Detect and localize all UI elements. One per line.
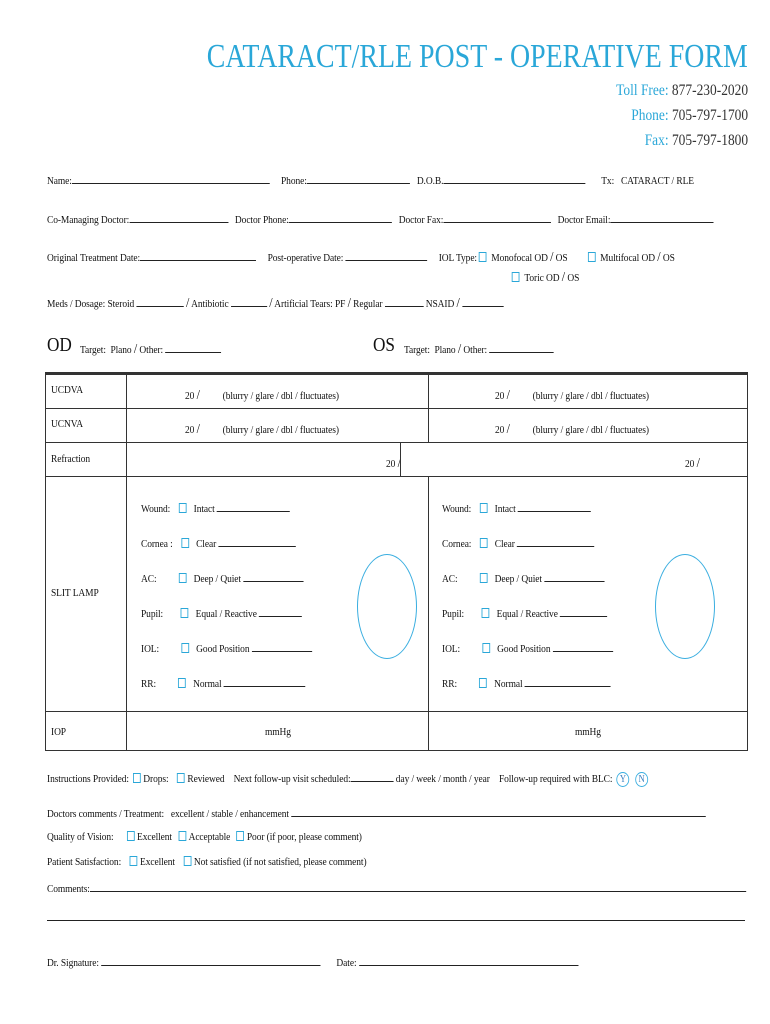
slit-lamp-od-cell: Wound: Intact Cornea : Clear AC: Deep / Quiet Pupil: Equal / Reactive IOL: Good Position RR: Normal — [126, 476, 429, 712]
nsaid-field[interactable] — [462, 296, 503, 307]
doctor-email-field[interactable] — [610, 212, 713, 223]
patient-row-2: Co-Managing Doctor: Doctor Phone: Doctor Fax: Doctor Email: — [47, 212, 714, 226]
ucdva-os-cell[interactable]: 20 / (blurry / glare / dbl / fluctuates) — [428, 374, 748, 409]
os-eye-diagram[interactable] — [655, 554, 715, 659]
od-other-field[interactable] — [165, 342, 221, 353]
satisfaction-not-checkbox[interactable] — [184, 856, 192, 866]
patient-row-3: Original Treatment Date: Post-operative Date: IOL Type: Monofocal OD / OS Multifocal OD / OS — [47, 250, 675, 265]
phone-field[interactable] — [307, 173, 410, 184]
od-pupil-checkbox[interactable] — [181, 608, 189, 618]
os-other-field[interactable] — [489, 342, 553, 353]
quality-excellent-checkbox[interactable] — [127, 831, 135, 841]
os-target: Target: Plano / Other: — [404, 342, 554, 358]
refraction-od-cell[interactable]: 20 / — [126, 442, 401, 477]
od-eye-diagram[interactable] — [357, 554, 417, 659]
os-iol-checkbox[interactable] — [482, 643, 490, 653]
comments-line-2[interactable] — [47, 920, 745, 921]
comments-row: Comments: — [47, 881, 746, 895]
os-pupil-checkbox[interactable] — [482, 608, 490, 618]
satisfaction-row: Patient Satisfaction: Excellent Not satisfied (if not satisfied, please comment) — [47, 856, 367, 868]
drops-checkbox[interactable] — [133, 773, 141, 783]
phone-line: Phone: 705-797-1700 — [631, 107, 748, 124]
original-date-field[interactable] — [140, 250, 256, 261]
os-cornea-checkbox[interactable] — [480, 538, 488, 548]
refraction-os-cell[interactable]: 20 / — [400, 442, 748, 477]
signature-row: Dr. Signature: Date: — [47, 955, 578, 969]
od-label: OD — [47, 334, 72, 356]
next-followup-field[interactable] — [351, 771, 394, 782]
toll-free-line: Toll Free: 877-230-2020 — [616, 82, 748, 99]
ucnva-os-cell[interactable]: 20 / (blurry / glare / dbl / fluctuates) — [428, 408, 748, 443]
signature-field[interactable] — [101, 955, 320, 966]
comments-field[interactable] — [90, 881, 746, 892]
monofocal-checkbox[interactable] — [479, 252, 487, 262]
iop-label-cell: IOP — [45, 711, 127, 751]
instructions-row: Instructions Provided: Drops: Reviewed Next follow-up visit scheduled: day / week / month / year Follow-up required with BLC: Y N — [47, 771, 650, 787]
os-wound-checkbox[interactable] — [480, 503, 488, 513]
postop-date-field[interactable] — [346, 250, 428, 261]
iop-od-cell[interactable]: mmHg — [126, 711, 429, 751]
ucnva-label-cell: UCNVA — [45, 408, 127, 443]
od-rr-checkbox[interactable] — [178, 678, 186, 688]
regular-field[interactable] — [385, 296, 424, 307]
patient-row-1: Name: Phone: D.O.B. Tx: CATARACT / RLE — [47, 175, 694, 187]
toric-option: Toric OD / OS — [510, 270, 579, 286]
ucnva-od-cell[interactable]: 20 / (blurry / glare / dbl / fluctuates) — [126, 408, 429, 443]
slit-lamp-label-cell: SLIT LAMP — [45, 476, 127, 712]
iop-os-cell[interactable]: mmHg — [428, 711, 748, 751]
toric-checkbox[interactable] — [512, 272, 520, 282]
doctors-comments-row: Doctors comments / Treatment: excellent / stable / enhancement — [47, 806, 706, 820]
os-ac-checkbox[interactable] — [480, 573, 488, 583]
os-label: OS — [373, 334, 395, 356]
od-ac-checkbox[interactable] — [179, 573, 187, 583]
blc-no-option[interactable]: N — [635, 772, 648, 787]
meds-row: Meds / Dosage: Steroid / Antibiotic / Artificial Tears: PF / Regular NSAID / — [47, 296, 503, 312]
date-field[interactable] — [359, 955, 578, 966]
multifocal-checkbox[interactable] — [588, 252, 596, 262]
doctor-fax-field[interactable] — [443, 212, 550, 223]
quality-row: Quality of Vision: Excellent Acceptable Poor (if poor, please comment) — [47, 831, 362, 843]
fax-number: 705-797-1800 — [671, 132, 748, 149]
refraction-label-cell: Refraction — [45, 442, 127, 477]
co-managing-field[interactable] — [129, 212, 228, 223]
toll-free-number: 877-230-2020 — [671, 82, 748, 99]
os-rr-checkbox[interactable] — [479, 678, 487, 688]
doctors-comments-field[interactable] — [291, 806, 706, 817]
tx-value: CATARACT / RLE — [620, 175, 694, 187]
quality-acceptable-checkbox[interactable] — [178, 831, 186, 841]
ucdva-od-cell[interactable]: 20 / (blurry / glare / dbl / fluctuates) — [126, 374, 429, 409]
reviewed-checkbox[interactable] — [177, 773, 185, 783]
od-target: Target: Plano / Other: — [80, 342, 221, 358]
ucdva-label-cell: UCDVA — [45, 374, 127, 409]
od-wound-checkbox[interactable] — [179, 503, 187, 513]
satisfaction-excellent-checkbox[interactable] — [130, 856, 138, 866]
steroid-field[interactable] — [136, 296, 183, 307]
form-title: CATARACT/RLE POST - OPERATIVE FORM — [207, 38, 748, 75]
phone-number: 705-797-1700 — [671, 107, 748, 124]
doctor-phone-field[interactable] — [289, 212, 392, 223]
dob-field[interactable] — [443, 173, 585, 184]
slit-lamp-os-cell: Wound: Intact Cornea: Clear AC: Deep / Quiet Pupil: Equal / Reactive IOL: Good Position RR: Normal — [428, 476, 748, 712]
quality-poor-checkbox[interactable] — [237, 831, 245, 841]
od-iol-checkbox[interactable] — [181, 643, 189, 653]
fax-line: Fax: 705-797-1800 — [644, 132, 748, 149]
name-field[interactable] — [72, 173, 270, 184]
od-cornea-checkbox[interactable] — [181, 538, 189, 548]
antibiotic-field[interactable] — [231, 296, 267, 307]
blc-yes-option[interactable]: Y — [616, 772, 629, 787]
